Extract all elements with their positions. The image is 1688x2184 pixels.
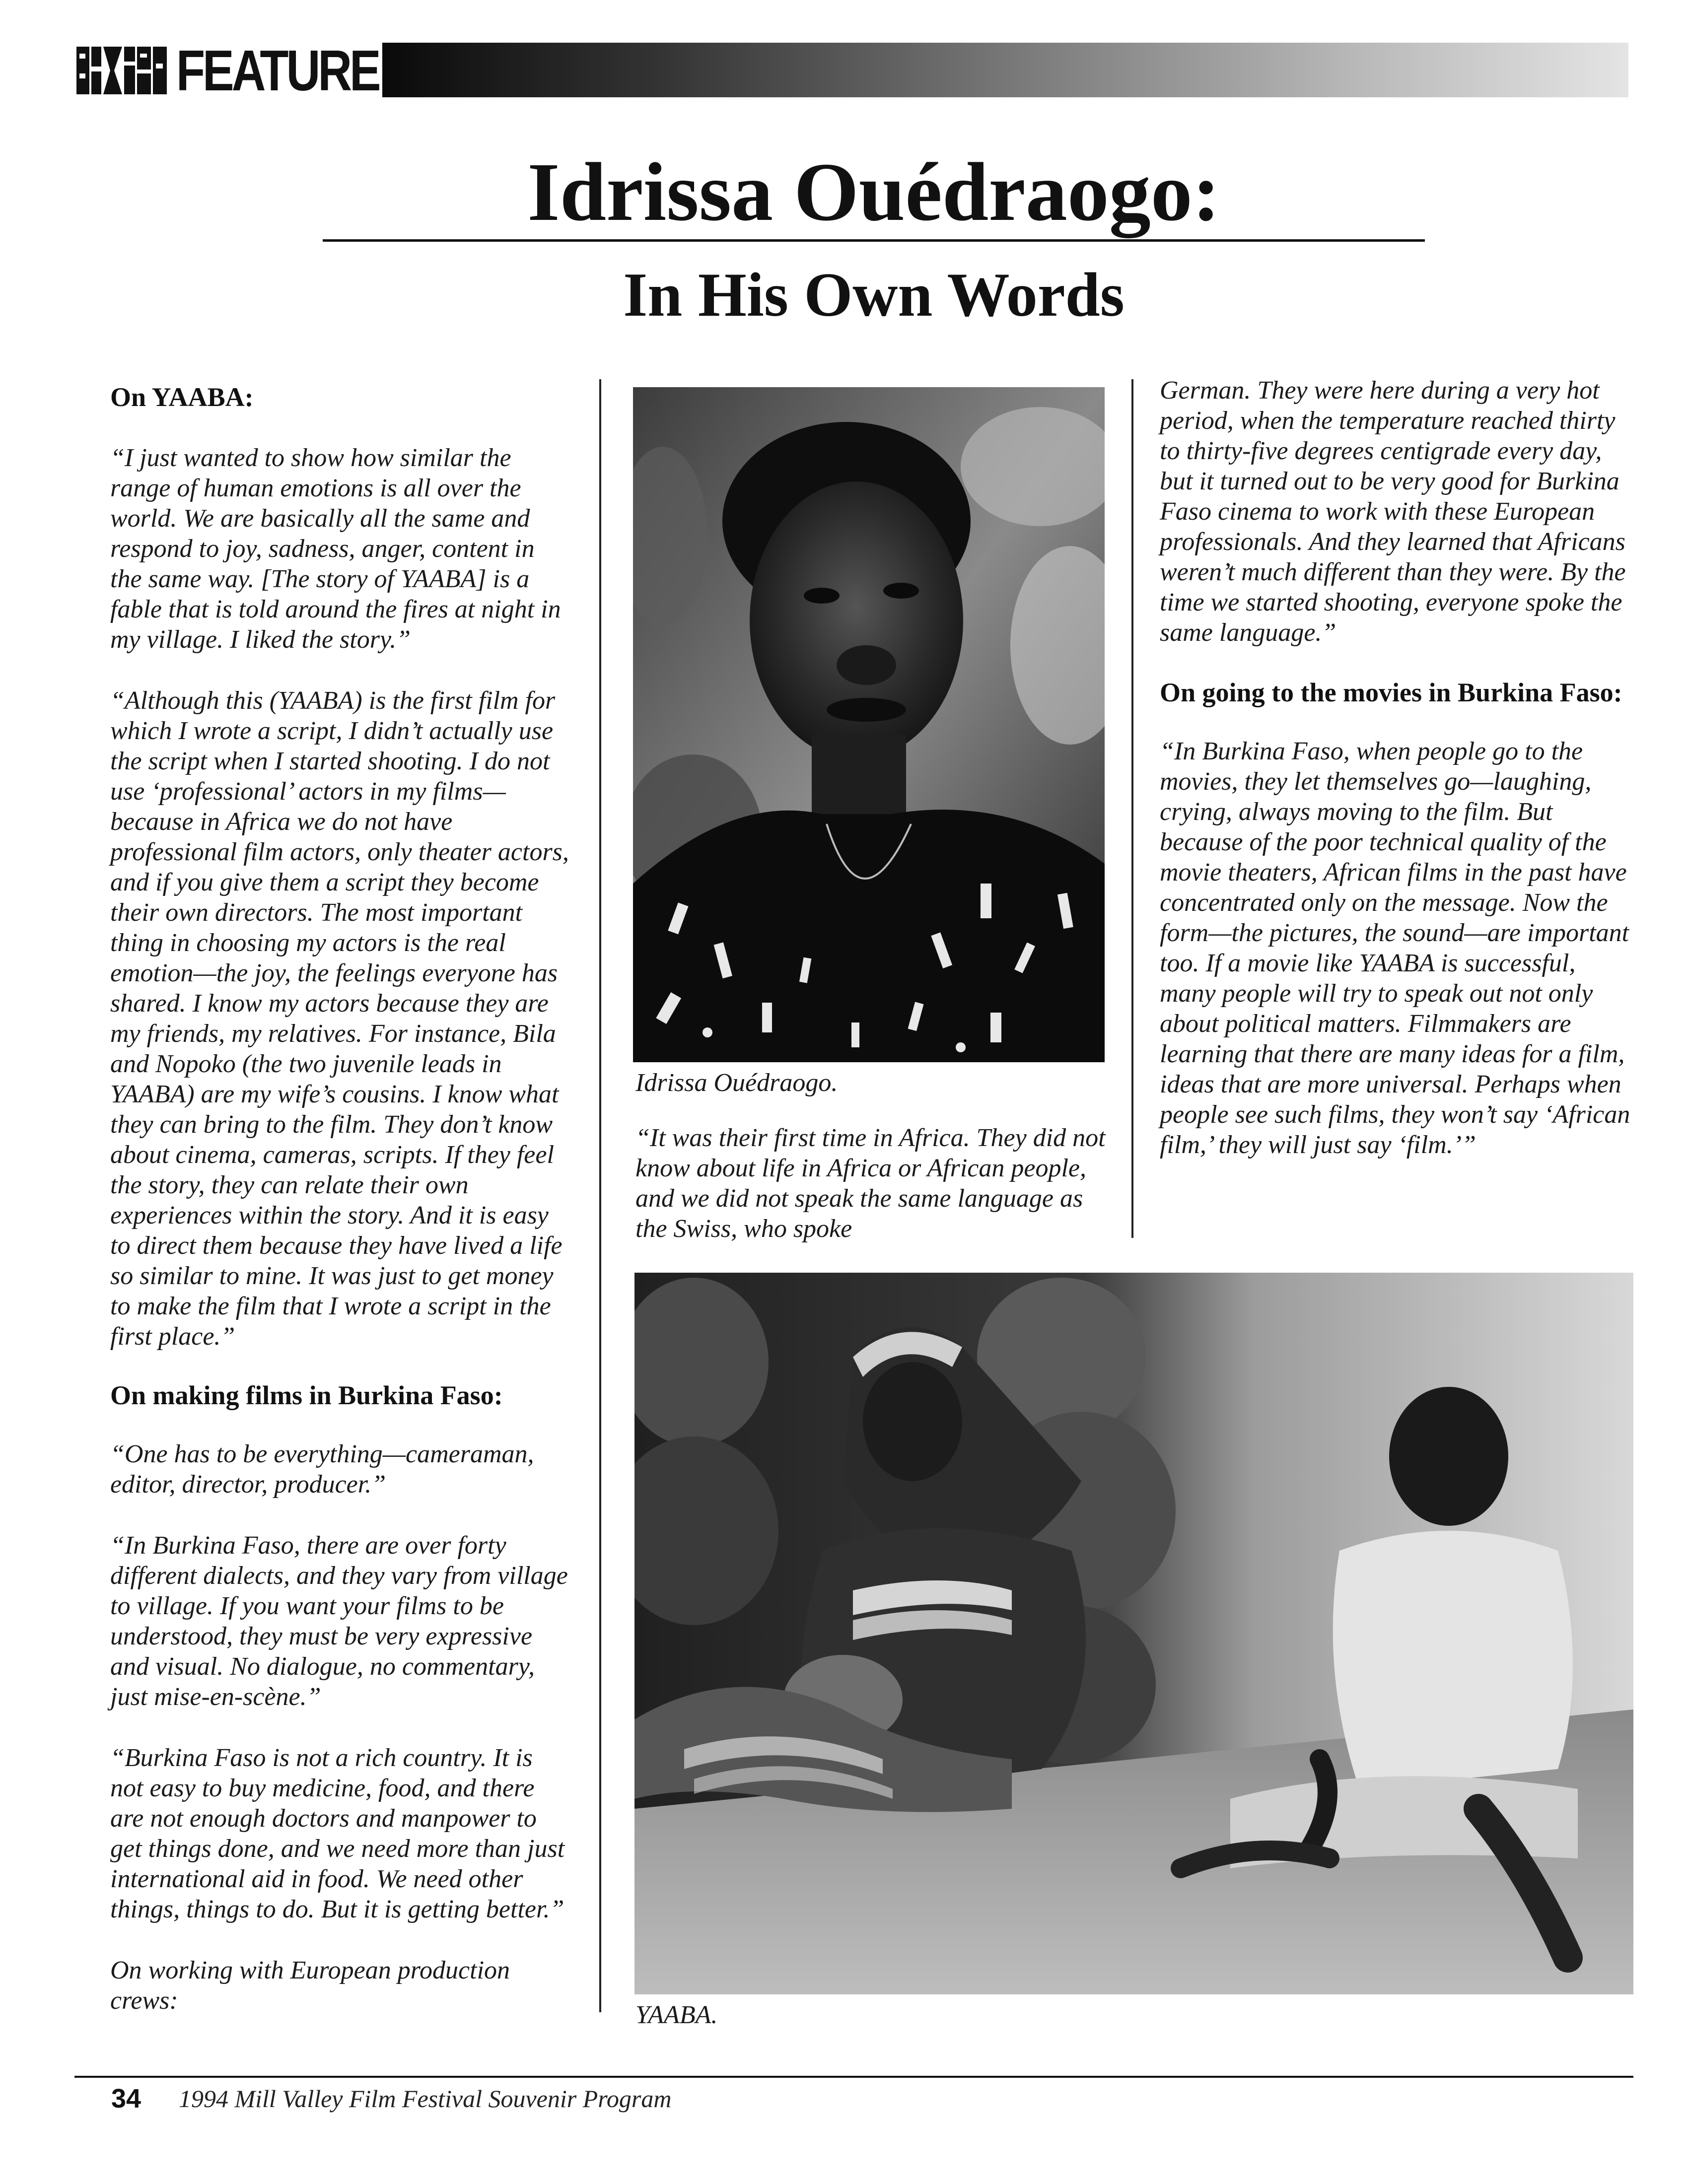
- header-gradient-bar: [382, 43, 1628, 97]
- director-portrait-photo: [633, 387, 1105, 1062]
- footer-divider: [74, 2076, 1633, 2078]
- article-title: Idrissa Ouédraogo:: [527, 146, 1220, 238]
- footer-publication: 1994 Mill Valley Film Festival Souvenir Program: [179, 2085, 672, 2113]
- title-divider: [323, 239, 1425, 242]
- quote-be-everything: “One has to be everything—cameraman, editor, director, producer.”: [110, 1440, 534, 1499]
- quote-movie-theaters: “In Burkina Faso, when people go to the movies, they let themselves go—laughing, crying, always moving to the film. But because of the poor technical quality of the movie theaters, African films in the past have concentrated only on the message. Now the form—the pictures, the sound—are important too. If a movie like YAABA is successful, many people will try to speak out not only about political matters. Filmmakers are learning that there are many ideas for a film, ideas that are more universal. Perhaps when people see such films, they won’t say ‘African film,’ they will just say ‘film.’”: [1160, 737, 1630, 1159]
- quote-not-rich-country: “Burkina Faso is not a rich country. It is not easy to buy medicine, food, and there are not enough doctors and manpower to get things done, and we need more than just international aid in food. We need other things, things to do. But it is getting better.”: [110, 1744, 565, 1923]
- article-subtitle: In His Own Words: [623, 261, 1125, 330]
- quote-dialects: “In Burkina Faso, there are over forty different dialects, and they vary from village to village. If you want your films to be understood, they must be very expressive and visual. No dialogue, no commentary, just mise-en-scène.”: [110, 1531, 568, 1711]
- quote-yaaba-script: “Although this (YAABA) is the first film for which I wrote a script, I didn’t actually use the script when I started shooting. I do not use ‘professional’ actors in my films—because in Africa we do not have professional film actors, only theater actors, and if you give them a script they become their own directors. The most important thing in choosing my actors is the real emotion—the joy, the feelings everyone has shared. I know my actors because they are my friends, my relatives. For instance, Bila and Nopoko (the two juvenile leads in YAABA) are my wife’s cousins. I know what they can bring to the film. They don’t know about cinema, cameras, scripts. If they feel the story, they can relate their own experiences within the story. And it is easy to direct them because they have lived a life so similar to mine. It was just to get money to make the film that I wrote a script in the first place.”: [110, 686, 569, 1351]
- heading-making-films: On making films in Burkina Faso:: [110, 1380, 503, 1410]
- left-column: [110, 381, 572, 2016]
- heading-going-to-movies: On going to the movies in Burkina Faso:: [1160, 678, 1622, 707]
- column-divider-left: [599, 379, 601, 2012]
- right-column: [1160, 375, 1631, 1160]
- heading-on-yaaba: On YAABA:: [110, 382, 254, 412]
- quote-german-crew: German. They were here during a very hot period, when the temperature reached thirty to thirty-five degrees centigrade every day, but it turned out to be very good for Burkina Faso cinema to work with these European professionals. And they learned that Africans weren’t much different than they were. By the time we started shooting, everyone spoke the same language.”: [1160, 376, 1626, 647]
- yaaba-film-still-photo: [634, 1273, 1633, 1994]
- heading-european-crews: On working with European production crews:: [110, 1956, 510, 2015]
- page-number: 34: [111, 2084, 141, 2114]
- yaaba-photo-caption: YAABA.: [635, 2001, 718, 2029]
- column-divider-right: [1131, 379, 1133, 1238]
- middle-column: [635, 1123, 1107, 1244]
- section-label: FEATURE: [176, 38, 379, 103]
- quote-yaaba-emotions: “I just wanted to show how similar the range of human emotions is all over the world. We are basically all the same and respond to joy, sadness, anger, content in the same way. [The story of YAABA] is a fable that is told around the fires at night in my village. I liked the story.”: [110, 444, 561, 654]
- film-festival-logo-icon: [74, 44, 169, 97]
- director-photo-caption: Idrissa Ouédraogo.: [635, 1069, 838, 1097]
- quote-first-time-africa: “It was their first time in Africa. They did not know about life in Africa or African people, and we did not speak the same language as the Swiss, who spoke: [635, 1124, 1106, 1243]
